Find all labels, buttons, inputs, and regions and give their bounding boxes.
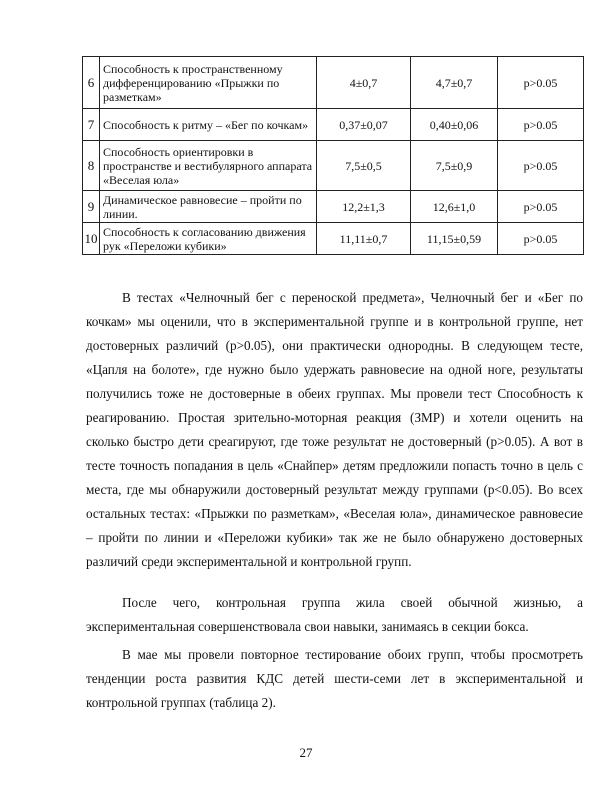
test-name: Динамическое равновесие – пройти по линии. — [100, 191, 317, 223]
body-paragraph: В мае мы провели повторное тестирование обоих групп, чтобы просмотреть тенденции роста развития КДС детей шести-семи лет в экспериментальной и контрольной группах (таблица 2). — [86, 647, 583, 710]
body-paragraph: В тестах «Челночный бег с переноской предмета», Челночный бег и «Бег по кочкам» мы оценили, что в экспериментальной группе и в контрольной группе, нет достоверных различий (p>0.05), они практически однородны. В следующем тесте, «Цапля на болоте», где нужно было удержать равновесие на одной ноге, результаты получились тоже не достоверные в обеих группах. Мы провели тест Способность к реагированию. Простая зрительно-моторная реакция (ЗМР) и хотели оценить на сколько быстро дети среагируют, где тоже результат не достоверный (p>0.05). А вот в тесте точность попадания в цель «Снайпер» детям предложили попасть точно в цель с места, где мы обнаружили достоверный результат между группами (p<0.05). Во всех остальных тестах: «Прыжки по разметкам», «Веселая юла», динамическое равновесие – пройти по линии и «Переложи кубики» так же не было обнаружено достоверных различий среди экспериментальной и контрольной групп. — [86, 290, 583, 569]
body-paragraph: После чего, контрольная группа жила своей обычной жизнью, а экспериментальная совершенствовала свои навыки, занимаясь в секции бокса. — [86, 595, 583, 634]
control-value: 11,15±0,59 — [411, 223, 498, 255]
experimental-value: 7,5±0,5 — [317, 141, 411, 191]
table-row — [83, 191, 584, 223]
test-name: Способность к согласованию движения рук «Переложи кубики» — [100, 223, 317, 255]
row-number: 8 — [83, 141, 100, 191]
p-value: p>0.05 — [498, 191, 584, 223]
p-value: p>0.05 — [498, 57, 584, 109]
table-row — [83, 141, 584, 191]
row-number: 6 — [83, 57, 100, 109]
row-number: 7 — [83, 109, 100, 141]
control-value: 12,6±1,0 — [411, 191, 498, 223]
experimental-value: 12,2±1,3 — [317, 191, 411, 223]
test-name: Способность к ритму – «Бег по кочкам» — [100, 109, 317, 141]
page-number: 27 — [299, 745, 313, 760]
p-value: p>0.05 — [498, 109, 584, 141]
experimental-value: 11,11±0,7 — [317, 223, 411, 255]
p-value: p>0.05 — [498, 223, 584, 255]
table-row — [83, 109, 584, 141]
results-table — [82, 56, 584, 255]
test-name: Способность ориентировки в пространстве и вестибулярного аппарата «Веселая юла» — [100, 141, 317, 191]
control-value: 0,40±0,06 — [411, 109, 498, 141]
row-number: 9 — [83, 191, 100, 223]
experimental-value: 0,37±0,07 — [317, 109, 411, 141]
row-number: 10 — [83, 223, 100, 255]
p-value: p>0.05 — [498, 141, 584, 191]
table-row — [83, 223, 584, 255]
control-value: 7,5±0,9 — [411, 141, 498, 191]
test-name: Способность к пространственному дифференцированию «Прыжки по разметкам» — [100, 57, 317, 109]
table-row — [83, 57, 584, 109]
experimental-value: 4±0,7 — [317, 57, 411, 109]
control-value: 4,7±0,7 — [411, 57, 498, 109]
